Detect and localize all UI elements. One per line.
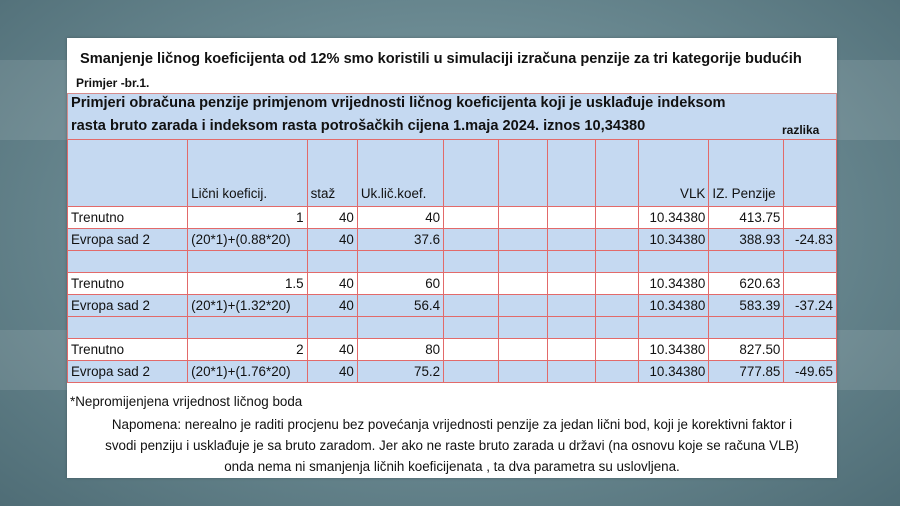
cell-penzija: 620.63: [709, 273, 784, 295]
caption-line-1: Primjeri obračuna penzije primjenom vrijednosti ličnog koeficijenta koji je usklađuje indeksom: [71, 95, 726, 111]
header-vlk: VLK: [638, 140, 708, 207]
example-label: Primjer -br.1.: [76, 76, 150, 90]
cell-vlk: 10.34380: [638, 339, 708, 361]
cell-vlk: 10.34380: [638, 295, 708, 317]
cell-staz: 40: [307, 295, 357, 317]
cell-penzija: 827.50: [709, 339, 784, 361]
header-cell: [548, 140, 596, 207]
header-iz-penzije: IZ. Penzije: [709, 140, 784, 207]
cell-vlk: 10.34380: [638, 273, 708, 295]
header-licni-koef: Lični koeficij.: [188, 140, 307, 207]
caption-line-2: rasta bruto zarada i indeksom rasta potrošačkih cijena 1.maja 2024. iznos 10,34380: [71, 118, 646, 134]
remark-line: Napomena: nerealno je raditi procjenu bez povećanja vrijednosti penzije za jedan lični bod, koji je korektivni faktor i: [111, 417, 793, 432]
cell-penzija: 413.75: [709, 207, 784, 229]
spacer-row: [68, 317, 837, 339]
table-row: [68, 339, 837, 361]
row-label: Trenutno: [68, 207, 188, 229]
row-label: Evropa sad 2: [68, 295, 188, 317]
cell-vlk: 10.34380: [638, 207, 708, 229]
cell-penzija: 777.85: [709, 361, 784, 383]
header-uk-lic-koef: Uk.lič.koef.: [357, 140, 443, 207]
cell-licni-koef: (20*1)+(0.88*20): [188, 229, 307, 251]
cell-uk-lic-koef: 37.6: [357, 229, 443, 251]
row-label: Trenutno: [68, 273, 188, 295]
cell-licni-koef: (20*1)+(1.76*20): [188, 361, 307, 383]
slide: [67, 38, 837, 478]
header-cell: [68, 140, 188, 207]
cell-penzija: 388.93: [709, 229, 784, 251]
slide-title: Smanjenje ličnog koeficijenta od 12% smo koristili u simulaciji izračuna penzije za tri kategorije budućih: [80, 51, 802, 67]
cell-vlk: 10.34380: [638, 229, 708, 251]
cell-razlika: -37.24: [784, 295, 837, 317]
cell-licni-koef: (20*1)+(1.32*20): [188, 295, 307, 317]
table-row: [68, 295, 837, 317]
cell-razlika: -24.83: [784, 229, 837, 251]
header-cell: [596, 140, 639, 207]
cell-staz: 40: [307, 207, 357, 229]
table-row: [68, 207, 837, 229]
cell-razlika: [784, 207, 837, 229]
table-row: [68, 229, 837, 251]
remark-line: svodi penziju i usklađuje je sa bruto zaradom. Jer ako ne raste bruto zarada u državi (na osnovu koje se računa VLB): [105, 438, 799, 453]
header-cell: [784, 140, 837, 207]
razlika-label: razlika: [782, 123, 820, 137]
cell-licni-koef: 1: [188, 207, 307, 229]
pension-table: [67, 139, 837, 383]
cell-staz: 40: [307, 339, 357, 361]
table-caption: [67, 93, 837, 140]
table-row: [68, 361, 837, 383]
spacer-row: [68, 251, 837, 273]
header-cell: [498, 140, 548, 207]
row-label: Trenutno: [68, 339, 188, 361]
cell-razlika: [784, 339, 837, 361]
cell-staz: 40: [307, 273, 357, 295]
table-header-row: [68, 140, 837, 207]
cell-uk-lic-koef: 60: [357, 273, 443, 295]
row-label: Evropa sad 2: [68, 229, 188, 251]
cell-staz: 40: [307, 229, 357, 251]
cell-uk-lic-koef: 40: [357, 207, 443, 229]
cell-uk-lic-koef: 56.4: [357, 295, 443, 317]
cell-uk-lic-koef: 80: [357, 339, 443, 361]
row-label: Evropa sad 2: [68, 361, 188, 383]
cell-vlk: 10.34380: [638, 361, 708, 383]
remark: [67, 414, 837, 477]
cell-uk-lic-koef: 75.2: [357, 361, 443, 383]
cell-staz: 40: [307, 361, 357, 383]
cell-licni-koef: 2: [188, 339, 307, 361]
cell-penzija: 583.39: [709, 295, 784, 317]
footnote: *Nepromijenjena vrijednost ličnog boda: [70, 394, 303, 409]
cell-licni-koef: 1.5: [188, 273, 307, 295]
remark-line: onda nema ni smanjenja ličnih koeficijenata , ta dva parametra su uslovljena.: [224, 459, 680, 474]
cell-razlika: [784, 273, 837, 295]
header-cell: [444, 140, 499, 207]
cell-razlika: -49.65: [784, 361, 837, 383]
header-staz: staž: [307, 140, 357, 207]
table-row: [68, 273, 837, 295]
